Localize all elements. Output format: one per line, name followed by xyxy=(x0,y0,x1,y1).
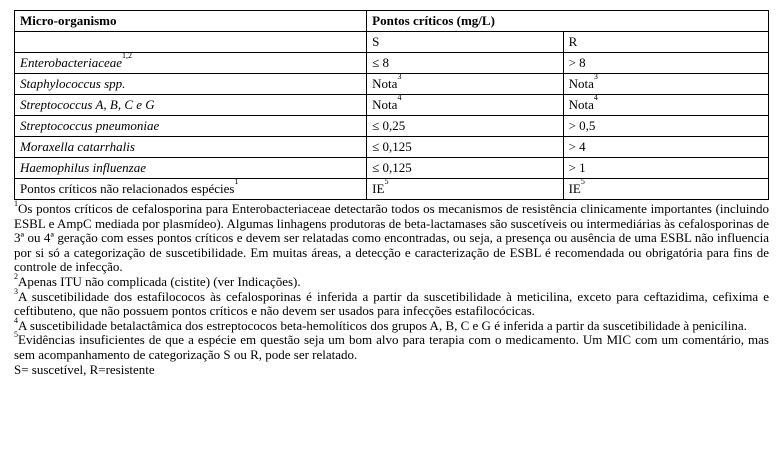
susceptible-cell-text: ≤ 0,125 xyxy=(372,160,412,175)
header-r: R xyxy=(563,32,768,53)
footnote xyxy=(14,363,769,378)
resistant-cell xyxy=(563,53,768,74)
organism-cell xyxy=(15,158,367,179)
footnote-number: 3 xyxy=(14,286,18,296)
organism-cell xyxy=(15,137,367,158)
resistant-cell-superscript: 4 xyxy=(593,93,598,102)
header-organism: Micro-organismo xyxy=(15,11,367,32)
header-breakpoints: Pontos críticos (mg/L) xyxy=(367,11,769,32)
resistant-cell xyxy=(563,179,768,200)
susceptible-cell xyxy=(367,95,563,116)
header-empty-cell xyxy=(15,32,367,53)
footnote-number: 5 xyxy=(14,330,18,340)
footnote-text: Os pontos críticos de cefalosporina para Enterobacteriaceae detectarão todos os mecanismos de resistência clinicamente importantes (incluindo ESBL e AmpC mediada por plasmídeo). Algumas linhagens produtoras de beta-lactamases são suscetíveis ou intermediárias às cefalosporinas de 3ª ou 4ª geração com esses pontos críticos e devem ser relatadas como encontradas, ou seja, a presença ou ausência de uma ESBL não influencia por si só a categorização de suscetibilidade. Em muitas áreas, a detecção e caracterização de ESBL é recomendada ou obrigatória para fins de controle de infecção. xyxy=(14,201,769,275)
resistant-cell xyxy=(563,116,768,137)
footnote xyxy=(14,286,769,319)
organism-cell-text: Pontos críticos não relacionados espécies xyxy=(20,181,235,196)
resistant-cell-text: > 0,5 xyxy=(568,118,596,133)
resistant-cell xyxy=(563,137,768,158)
susceptible-cell-text: ≤ 0,25 xyxy=(372,118,406,133)
susceptible-cell xyxy=(367,179,563,200)
footnotes xyxy=(14,199,769,377)
resistant-cell-text: > 1 xyxy=(568,160,586,175)
susceptible-cell xyxy=(367,116,563,137)
susceptible-cell-text: Nota xyxy=(372,76,398,91)
organism-cell-text: Streptococcus pneumoniae xyxy=(20,118,160,133)
organism-cell-text: Moraxella catarrhalis xyxy=(20,139,135,154)
table-row xyxy=(15,179,769,200)
organism-cell-superscript: 1 xyxy=(234,177,239,186)
organism-cell-text: Enterobacteriaceae xyxy=(20,55,123,70)
susceptible-cell-text: ≤ 8 xyxy=(372,55,390,70)
footnote-number: 2 xyxy=(14,271,18,281)
resistant-cell-text: > 4 xyxy=(568,139,586,154)
susceptible-cell xyxy=(367,53,563,74)
footnote-text: Evidências insuficientes de que a espécie em questão seja um bom alvo para terapia com o medicamento. Um MIC com um comentário, mas sem acompanhamento de categorização S ou R, pode ser relatado. xyxy=(14,332,769,362)
breakpoints-table xyxy=(14,10,769,200)
table-header-row xyxy=(15,11,769,32)
table-row xyxy=(15,137,769,158)
footnote-text: A suscetibilidade betalactâmica dos estreptococos beta-hemolíticos dos grupos A, B, C e G é inferida a partir da suscetibilidade à penicilina. xyxy=(18,317,747,333)
organism-cell-text: Haemophilus influenzae xyxy=(20,160,147,175)
table-row xyxy=(15,116,769,137)
table-subheader-row xyxy=(15,32,769,53)
organism-cell xyxy=(15,116,367,137)
susceptible-cell-text: Nota xyxy=(372,97,398,112)
table-row xyxy=(15,95,769,116)
footnote-text: A suscetibilidade dos estafilococos às cefalosporinas é inferida a partir da suscetibilidade à meticilina, exceto para ceftazidima, cefixima e ceftibuteno, que não possuem pontos críticos e não devem ser usados para infecções estafilocócicas. xyxy=(14,288,769,319)
resistant-cell-superscript: 5 xyxy=(580,177,585,186)
organism-cell-text: Staphylococcus spp. xyxy=(20,76,126,91)
susceptible-cell-text: ≤ 0,125 xyxy=(372,139,412,154)
resistant-cell-text: IE xyxy=(568,181,581,196)
footnote xyxy=(14,271,769,290)
table-body xyxy=(15,53,769,200)
footnote-number: 4 xyxy=(14,315,18,325)
table-row xyxy=(15,158,769,179)
resistant-cell-superscript: 3 xyxy=(593,72,598,81)
susceptible-cell-superscript: 5 xyxy=(384,177,389,186)
organism-cell xyxy=(15,179,367,200)
footnote-text: S= suscetível, R=resistente xyxy=(14,361,155,377)
resistant-cell xyxy=(563,95,768,116)
resistant-cell-text: Nota xyxy=(568,76,594,91)
organism-cell xyxy=(15,74,367,95)
header-s: S xyxy=(367,32,563,53)
table-row xyxy=(15,53,769,74)
footnote-text: Apenas ITU não complicada (cistite) (ver Indicações). xyxy=(18,273,301,289)
susceptible-cell xyxy=(367,158,563,179)
resistant-cell-text: Nota xyxy=(568,97,594,112)
susceptible-cell-text: IE xyxy=(372,181,385,196)
resistant-cell-text: > 8 xyxy=(568,55,586,70)
resistant-cell xyxy=(563,158,768,179)
table-row xyxy=(15,74,769,95)
susceptible-cell-superscript: 3 xyxy=(397,72,402,81)
organism-cell-text: Streptococcus A, B, C e G xyxy=(20,97,155,112)
susceptible-cell-superscript: 4 xyxy=(397,93,402,102)
resistant-cell xyxy=(563,74,768,95)
footnote xyxy=(14,315,769,334)
footnote-number: 1 xyxy=(14,199,18,208)
footnote xyxy=(14,330,769,362)
susceptible-cell xyxy=(367,137,563,158)
susceptible-cell xyxy=(367,74,563,95)
footnote xyxy=(14,199,769,275)
organism-cell xyxy=(15,53,367,74)
organism-cell xyxy=(15,95,367,116)
organism-cell-superscript: 1,2 xyxy=(122,51,133,60)
